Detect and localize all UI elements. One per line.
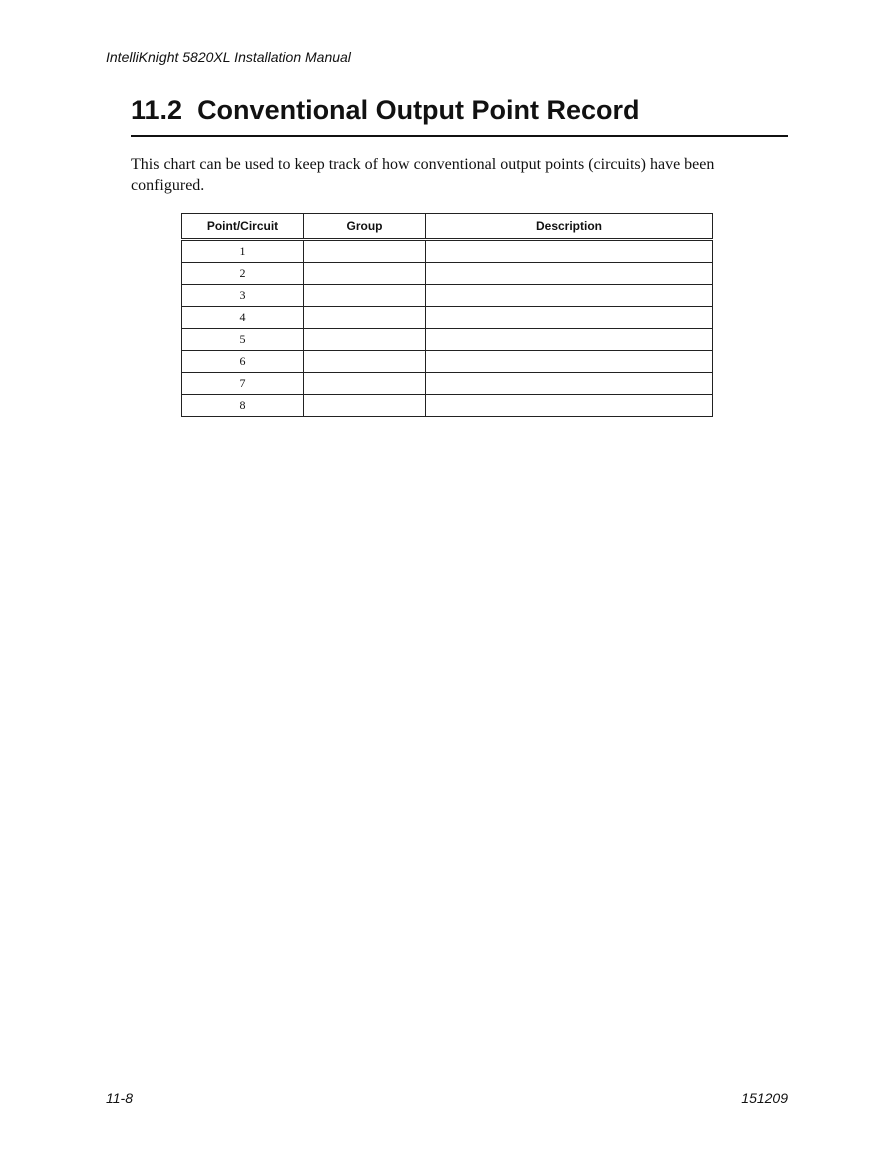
table-row (182, 373, 713, 395)
table-row (182, 285, 713, 307)
point-circuit-cell: 7 (182, 373, 304, 395)
running-header: IntelliKnight 5820XL Installation Manual (106, 49, 351, 65)
description-cell (426, 307, 713, 329)
table-row (182, 307, 713, 329)
section-title: 11.2 Conventional Output Point Record (131, 95, 640, 125)
description-cell (426, 240, 713, 263)
point-circuit-cell: 8 (182, 395, 304, 417)
table-row (182, 240, 713, 263)
group-cell (304, 285, 426, 307)
point-circuit-cell: 1 (182, 240, 304, 263)
table-row (182, 351, 713, 373)
group-cell (304, 373, 426, 395)
group-cell (304, 263, 426, 285)
group-cell (304, 307, 426, 329)
group-cell (304, 395, 426, 417)
output-point-record-table (181, 213, 713, 417)
description-cell (426, 285, 713, 307)
table-row (182, 329, 713, 351)
point-circuit-cell: 6 (182, 351, 304, 373)
column-header-description: Description (426, 214, 713, 240)
point-circuit-cell: 3 (182, 285, 304, 307)
group-cell (304, 329, 426, 351)
title-rule (131, 135, 788, 137)
footer-page-number: 11-8 (106, 1090, 133, 1106)
point-circuit-cell: 5 (182, 329, 304, 351)
column-header-point-circuit: Point/Circuit (182, 214, 304, 240)
description-cell (426, 373, 713, 395)
description-cell (426, 351, 713, 373)
intro-paragraph: This chart can be used to keep track of how conventional output points (circuits) have been configured. (131, 156, 715, 194)
point-circuit-cell: 4 (182, 307, 304, 329)
footer-doc-number: 151209 (741, 1090, 788, 1106)
description-cell (426, 329, 713, 351)
description-cell (426, 263, 713, 285)
description-cell (426, 395, 713, 417)
column-header-group: Group (304, 214, 426, 240)
point-circuit-cell: 2 (182, 263, 304, 285)
group-cell (304, 240, 426, 263)
table-row (182, 395, 713, 417)
table-header-row (182, 214, 713, 240)
table-row (182, 263, 713, 285)
group-cell (304, 351, 426, 373)
